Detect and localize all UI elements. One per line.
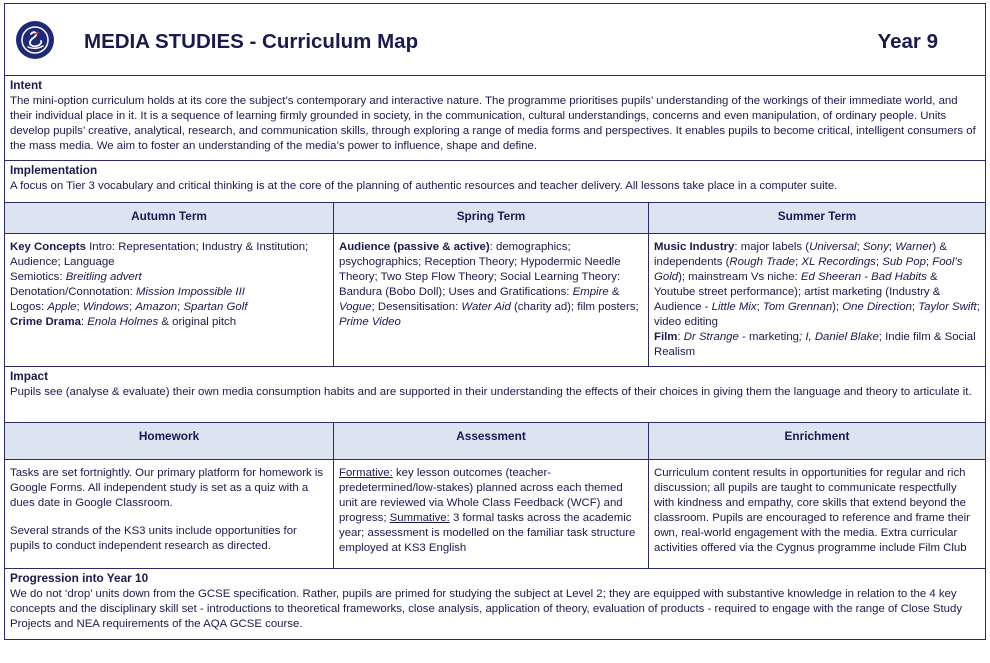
text: Empire bbox=[572, 285, 609, 298]
text: ; bbox=[856, 240, 863, 253]
text: Spartan Golf bbox=[183, 300, 248, 313]
text: ; video editing bbox=[654, 300, 980, 328]
text: XL Recordings bbox=[801, 255, 876, 268]
text: - marketing bbox=[738, 330, 799, 343]
text: Enola Holmes bbox=[87, 315, 159, 328]
text: ; Indie film & Social Realism bbox=[654, 330, 976, 358]
text: Tom Grennan bbox=[762, 300, 833, 313]
text: Sony bbox=[862, 240, 889, 253]
text: Warner bbox=[895, 240, 933, 253]
text: ); bbox=[832, 300, 843, 313]
text: & bbox=[608, 285, 620, 298]
text: Fool’s Gold bbox=[654, 255, 963, 283]
progression-heading: Progression into Year 10 bbox=[10, 571, 149, 585]
text: ; I, Daniel Blake bbox=[799, 330, 879, 343]
text: ; bbox=[875, 255, 883, 268]
text: ; bbox=[177, 300, 184, 313]
film-label: Film bbox=[654, 330, 678, 343]
text: key lesson outcomes (teacher-predetermined/low-stakes) planned across each themed unit are reviewed via Whole Class Feedback (WCF) and progress; bbox=[339, 466, 623, 524]
text: ; bbox=[911, 300, 919, 313]
text: & Youtube street performance); artist marketing (Industry & Audience - bbox=[654, 270, 941, 313]
implementation-text: A focus on Tier 3 vocabulary and critical thinking is at the core of the planning of authentic resources and teacher delivery. All lessons take place in a computer suite. bbox=[10, 179, 838, 192]
key-concepts-label: Key Concepts bbox=[10, 240, 86, 253]
text: Rough Trade bbox=[729, 255, 796, 268]
text: & original pitch bbox=[158, 315, 237, 328]
impact-heading: Impact bbox=[10, 369, 49, 383]
text: ; bbox=[76, 300, 83, 313]
text: Little Mix bbox=[711, 300, 757, 313]
text: Ed Sheeran - Bad Habits bbox=[800, 270, 927, 283]
enrichment-content: Curriculum content results in opportunities for regular and rich discussion; all pupils are taught to communicate respectfully with kindness and empathy, core skills that extend beyond the classroom. Pupils are encouraged to reference and frame their own, real-world engagement with the media. Extra curricular activities offered via the Cygnus programme include Film Club bbox=[654, 466, 970, 554]
formative-label: Formative: bbox=[339, 466, 393, 479]
text: : bbox=[80, 315, 88, 328]
text: Semiotics: bbox=[10, 270, 66, 283]
impact-section bbox=[4, 367, 986, 423]
autumn-term-content bbox=[5, 234, 334, 366]
autumn-term-header: Autumn Term bbox=[5, 203, 334, 234]
text: Dr Strange bbox=[683, 330, 739, 343]
homework-paragraph: Several strands of the KS3 units include opportunities for pupils to conduct independent research as directed. bbox=[10, 524, 297, 552]
text: Universal bbox=[809, 240, 857, 253]
homework-paragraph: Tasks are set fortnightly. Our primary platform for homework is Google Forms. All independent study is set as a quiz with a dues date in Google Classroom. bbox=[10, 466, 324, 509]
text: Intro: Representation; Industry & Institution; Audience; Language bbox=[10, 240, 309, 268]
terms-table bbox=[4, 203, 986, 367]
text: Denotation/Connotation: bbox=[10, 285, 137, 298]
text: Sub Pop bbox=[882, 255, 926, 268]
summative-label: Summative: bbox=[389, 511, 450, 524]
homework-header: Homework bbox=[5, 423, 334, 460]
homework-assessment-enrichment-table bbox=[4, 423, 986, 569]
summer-term-header: Summer Term bbox=[649, 203, 985, 234]
year-label: Year 9 bbox=[877, 30, 938, 53]
text: : demographics; psychographics; Reception Theory; Hypodermic Needle Theory; Two Step Flow Theory; Social Learning Theory: Bandura (Bobo Doll); Uses and Gratifications: bbox=[339, 240, 621, 298]
implementation-heading: Implementation bbox=[10, 163, 98, 177]
progression-text: We do not ‘drop’ units down from the GCSE specification. Rather, pupils are primed for studying the subject at Level 2; they are equipped with substantive knowledge in relation to the 4 key concepts and the disciplinary skill set - introductions to theoretical frameworks, close analysis, application of theory, evaluation of products - required to engage with the range of Close Study Projects and NEA requirements of the AQA GCSE course. bbox=[10, 587, 963, 630]
spring-term-header: Spring Term bbox=[334, 203, 649, 234]
swan-logo-icon bbox=[16, 21, 54, 59]
summer-term-content bbox=[649, 234, 985, 366]
implementation-section bbox=[4, 161, 986, 203]
text: Apple bbox=[47, 300, 77, 313]
text: ; bbox=[756, 300, 763, 313]
intent-heading: Intent bbox=[10, 78, 43, 92]
homework-content bbox=[5, 460, 334, 568]
music-industry-label: Music Industry bbox=[654, 240, 735, 253]
text: Amazon bbox=[135, 300, 178, 313]
assessment-header: Assessment bbox=[334, 423, 649, 460]
text: Breitling advert bbox=[65, 270, 142, 283]
text: One Direction bbox=[842, 300, 912, 313]
text: : major labels ( bbox=[734, 240, 810, 253]
spring-term-content bbox=[334, 234, 649, 366]
text: Taylor Swift bbox=[918, 300, 977, 313]
text: ) & independents ( bbox=[654, 240, 947, 268]
intent-text: The mini-option curriculum holds at its core the subject’s contemporary and interactive nature. The programme prioritises pupils’ understanding of the workings of their immediate world, and their individual place in it. It is a sequence of learning firmly grounded in society, in the communication, cultural understandings, concerns and even manipulation, of ordinary people. Units develop pupils’ creative, analytical, research, and communication skills, through exploring a range of media forms and perspectives. It enables pupils to become critical, intelligent consumers of the mass media. We aim to foster an understanding of the media’s power to influence, shape and define. bbox=[10, 94, 976, 152]
text: Mission Impossible III bbox=[136, 285, 245, 298]
text: (charity ad); film posters; bbox=[510, 300, 639, 313]
text: ; bbox=[925, 255, 933, 268]
page-header bbox=[4, 3, 986, 76]
text: Windows bbox=[82, 300, 129, 313]
page-title: MEDIA STUDIES - Curriculum Map bbox=[84, 30, 419, 53]
impact-text: Pupils see (analyse & evaluate) their own media consumption habits and are supported in their understanding the effects of their choices in giving them the language and theory to articulate it. bbox=[10, 385, 972, 398]
text: ; bbox=[128, 300, 136, 313]
text: ); mainstream Vs niche: bbox=[678, 270, 801, 283]
text: ; bbox=[795, 255, 802, 268]
crime-drama-label: Crime Drama bbox=[10, 315, 81, 328]
text: ; Desensitisation: bbox=[371, 300, 462, 313]
text: ; bbox=[888, 240, 896, 253]
intent-section bbox=[4, 76, 986, 161]
text: Water Aid bbox=[461, 300, 511, 313]
text: Prime Video bbox=[339, 315, 401, 328]
progression-section bbox=[4, 569, 986, 640]
text: Logos: bbox=[10, 300, 48, 313]
text: 3 formal tasks across the academic year; assessment is modelled on the familiar task structure employed at KS3 English bbox=[339, 511, 636, 554]
audience-label: Audience (passive & active) bbox=[339, 240, 490, 253]
text: Vogue bbox=[339, 300, 372, 313]
text: : bbox=[677, 330, 684, 343]
enrichment-header: Enrichment bbox=[649, 423, 985, 460]
assessment-content bbox=[334, 460, 649, 568]
